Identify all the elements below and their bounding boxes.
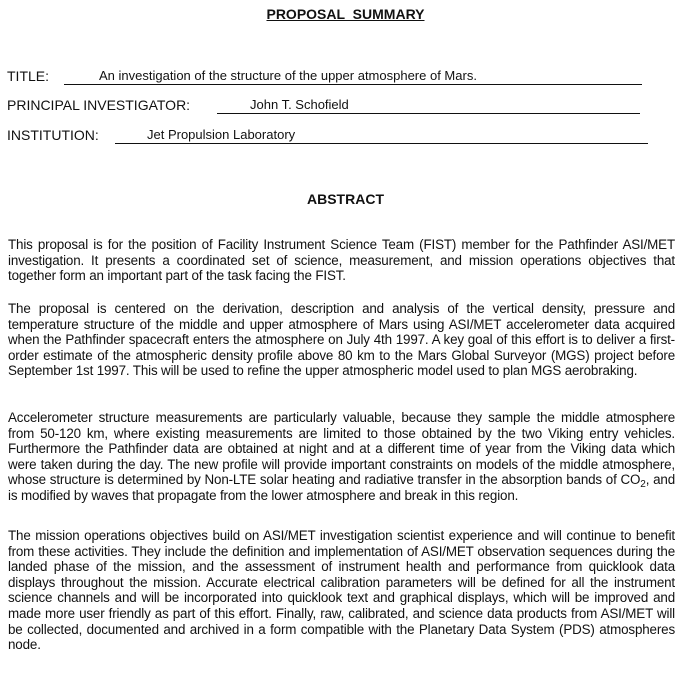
title-label: TITLE:	[7, 68, 50, 84]
abstract-heading: ABSTRACT	[307, 191, 384, 207]
paragraph-3-text-a: Accelerometer structure measurements are particularly valuable, because they sample the middle atmosphere from 50-120 km, where existing measurements are limited to those obtained by the two Viking entry vehicles. Furthermore the Pathfinder data are obtained at night and at a different time of year from the Viking data which were taken during the day. The new profile will provide important constraints on models of the middle atmosphere, whose structure is determined by Non-LTE solar heating and radiative transfer in the absorption bands of CO	[8, 410, 675, 488]
institution-label: INSTITUTION:	[7, 127, 99, 143]
principal-investigator-field	[7, 97, 349, 113]
co2-subscript: 2	[640, 479, 646, 491]
institution-value: Jet Propulsion Laboratory	[147, 127, 296, 142]
proposal-summary-heading: PROPOSAL SUMMARY	[266, 6, 425, 22]
paragraph-3-text-b: , and is modified by waves that propagate from the lower atmosphere and break in this region.	[8, 472, 675, 503]
institution-field	[7, 127, 296, 143]
title-field	[7, 68, 477, 84]
principal-investigator-label: PRINCIPAL INVESTIGATOR:	[7, 97, 191, 113]
abstract-paragraph-3	[8, 410, 675, 504]
abstract-paragraph-1: This proposal is for the position of Facility Instrument Science Team (FIST) member for the Pathfinder ASI/MET investigation. It presents a coordinated set of science, measurement, and mission operations objectives that together form an important part of the task facing the FIST.	[8, 237, 675, 284]
abstract-paragraph-4: The mission operations objectives build on ASI/MET investigation scientist experience and will continue to benefit from these activities. They include the definition and implementation of ASI/MET observation sequences during the landed phase of the mission, and the assessment of instrument health and performance from quicklook data displays throughout the mission. Accurate electrical calibration parameters will be defined for all the instrument science channels and will be incorporated into quicklook text and graphical displays, which will be improved and made more user friendly as part of this effort. Finally, raw, calibrated, and science data products from ASI/MET will be collected, documented and archived in a form compatible with the Planetary Data System (PDS) atmospheres node.	[8, 528, 675, 653]
principal-investigator-value: John T. Schofield	[250, 97, 349, 112]
abstract-paragraph-2: The proposal is centered on the derivation, description and analysis of the vertical density, pressure and temperature structure of the middle and upper atmosphere of Mars using ASI/MET accelerometer data acquired when the Pathfinder spacecraft enters the atmosphere on July 4th 1997. A key goal of this effort is to deliver a first-order estimate of the atmospheric density profile above 80 km to the Mars Global Surveyor (MGS) project before September 1st 1997. This will be used to refine the upper atmospheric model used to plan MGS aerobraking.	[8, 301, 675, 379]
title-value: An investigation of the structure of the upper atmosphere of Mars.	[99, 68, 477, 83]
